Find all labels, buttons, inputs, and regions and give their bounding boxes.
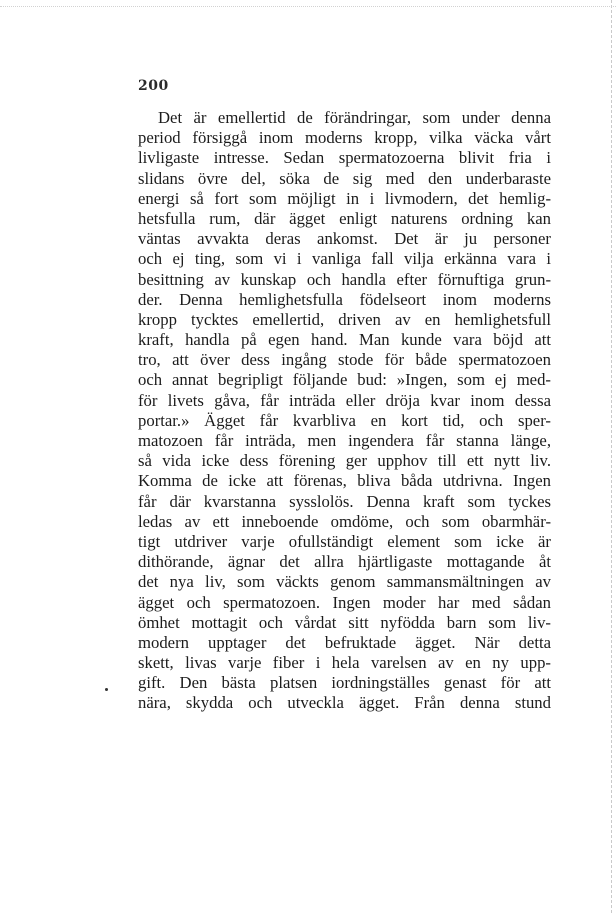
text-line: der. Denna hemlighetsfulla födelseort inom moderns bbox=[138, 289, 551, 309]
text-line: tro, att över dess ingång stode för både spermatozoen bbox=[138, 350, 551, 370]
text-line: livligaste intresse. Sedan spermatozoerna blivit fria i bbox=[138, 148, 551, 168]
text-line: slidans övre del, söka de sig med den underbaraste bbox=[138, 168, 551, 188]
text-line: det nya liv, som väckts genom sammansmältningen av bbox=[138, 572, 551, 592]
text-line: så vida icke dess förening ger upphov till ett nytt liv. bbox=[138, 451, 551, 471]
text-line: får där kvarstanna sysslolös. Denna kraft som tyckes bbox=[138, 491, 551, 511]
text-line: hetsfulla rum, där ägget enligt naturens ordning kan bbox=[138, 208, 551, 228]
text-line: ägget och spermatozoen. Ingen moder har med sådan bbox=[138, 592, 551, 612]
page-edge-right bbox=[610, 0, 612, 913]
text-line: och annat begripligt följande bud: »Ingen, som ej med- bbox=[138, 370, 551, 390]
text-line: ömhet mottagit och vårdat sitt nyfödda barn som liv- bbox=[138, 612, 551, 632]
text-line: Det är emellertid de förändringar, som under denna bbox=[158, 108, 551, 127]
text-line: tigt utdriver varje ofullständigt element som icke är bbox=[138, 531, 551, 551]
text-line: energi så fort som möjligt in i livmodern, det hemlig- bbox=[138, 188, 551, 208]
text-line: kropp tycktes emellertid, driven av en hemlighetsfull bbox=[138, 309, 551, 329]
text-line: och ej ting, som vi i vanliga fall vilja erkänna vara i bbox=[138, 249, 551, 269]
text-line: period försiggå inom moderns kropp, vilka väcka vårt bbox=[138, 128, 551, 148]
page-number: 200 bbox=[138, 78, 169, 94]
page-edge-top bbox=[0, 6, 616, 8]
text-line: dithörande, ägnar det allra hjärtligaste mottagande åt bbox=[138, 552, 551, 572]
text-line: för livets gåva, får inträda eller dröja kvar inom dessa bbox=[138, 390, 551, 410]
text-line: kraft, handla på egen hand. Man kunde vara böjd att bbox=[138, 330, 551, 350]
text-line: besittning av kunskap och handla efter förnuftiga grun- bbox=[138, 269, 551, 289]
text-line: nära, skydda och utveckla ägget. Från denna stund bbox=[138, 693, 551, 713]
text-line: matozoen får inträda, men ingendera får stanna länge, bbox=[138, 431, 551, 450]
text-line: skett, livas varje fiber i hela varelsen av en ny upp- bbox=[138, 653, 551, 673]
body-text bbox=[138, 108, 551, 714]
text-line: portar.» Ägget får kvarbliva en kort tid, och sper- bbox=[138, 410, 551, 430]
text-line: ledas av ett inneboende omdöme, och som obarmhär- bbox=[138, 511, 551, 531]
text-line: gift. Den bästa platsen iordningställes genast för att bbox=[138, 673, 551, 693]
margin-mark bbox=[105, 688, 108, 691]
text-line: modern upptager det befruktade ägget. När detta bbox=[138, 632, 551, 652]
text-line: Komma de icke att förenas, bliva båda utdrivna. Ingen bbox=[138, 471, 551, 491]
text-line: väntas avvakta deras ankomst. Det är ju personer bbox=[138, 229, 551, 249]
